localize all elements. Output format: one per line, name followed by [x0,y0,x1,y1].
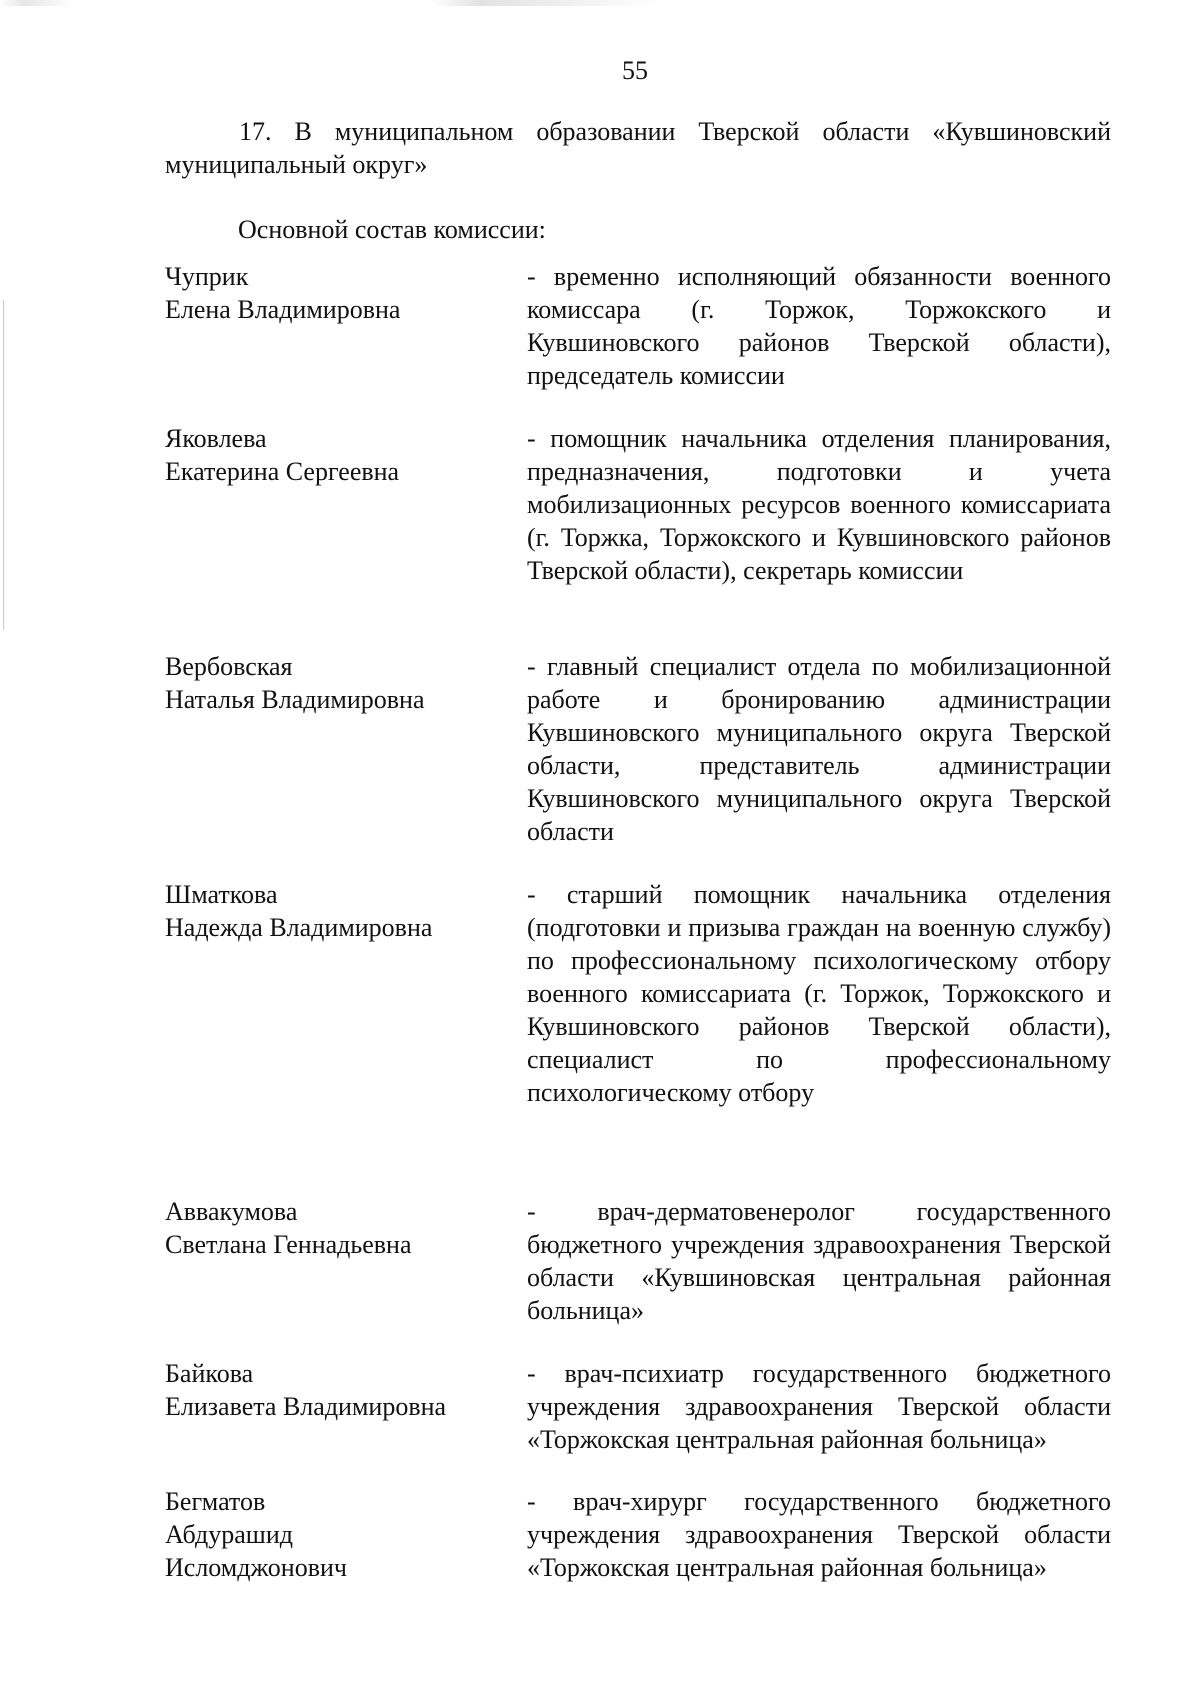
member-patronymic: Исломджонович [165,1553,347,1582]
member-role: - помощник начальника отделения планирования, предназначения, подготовки и учета мобилизационных ресурсов военного комиссариата (г. Торжка, Торжокского и Кувшиновского районов Тверской области), секретарь комиссии [527,424,1111,585]
page-number: 55 [622,56,648,85]
member-given-names: Елизавета Владимировна [165,1392,447,1421]
member-name [165,1485,505,1584]
member-surname: Шматкова [165,880,278,909]
member-role: - старший помощник начальника отделения (подготовки и призыва граждан на военную службу) по профессиональному психологическому отбору военного комиссариата (г. Торжок, Торжокского и Кувшиновского районов Тверской области), специалист по профессиональному психологическому отбору [527,880,1111,1107]
scan-edge-artifact [0,0,1200,6]
member-name [165,1195,505,1261]
member-name [165,260,505,326]
scan-margin-line [3,300,4,630]
member-role: - врач-хирург государственного бюджетного учреждения здравоохранения Тверской области «Торжокская центральная районная больница» [527,1487,1111,1582]
member-role: - временно исполняющий обязанности военного комиссара (г. Торжок, Торжокского и Кувшиновского районов Тверской области), председатель комиссии [527,262,1111,390]
member-given-names: Наталья Владимировна [165,685,425,714]
member-surname: Вербовская [165,652,293,681]
member-given-names: Абдурашид [165,1520,293,1549]
member-given-names: Екатерина Сергеевна [165,457,400,486]
member-name [165,650,505,716]
member-given-names: Надежда Владимировна [165,913,433,942]
member-surname: Бегматов [165,1487,266,1516]
member-role: - врач-дерматовенеролог государственного бюджетного учреждения здравоохранения Тверской области «Кувшиновская центральная районная больница» [527,1197,1111,1325]
commission-subheading: Основной состав комиссии: [238,215,546,244]
member-surname: Яковлева [165,424,267,453]
member-role: - врач-психиатр государственного бюджетного учреждения здравоохранения Тверской области «Торжокская центральная районная больница» [527,1359,1111,1454]
member-role: - главный специалист отдела по мобилизационной работе и бронированию администрации Кувшиновского муниципального округа Тверской области, представитель администрации Кувшиновского муниципального округа Тверской области [527,652,1111,846]
section-heading: 17. В муниципальном образовании Тверской области «Кувшиновский муниципальный округ» [165,117,1111,179]
member-name [165,878,505,944]
member-name [165,422,505,488]
member-given-names: Елена Владимировна [165,295,401,324]
member-surname: Байкова [165,1359,254,1388]
member-name [165,1357,505,1423]
member-surname: Аввакумова [165,1197,298,1226]
member-surname: Чуприк [165,262,249,291]
member-given-names: Светлана Геннадьевна [165,1230,412,1259]
